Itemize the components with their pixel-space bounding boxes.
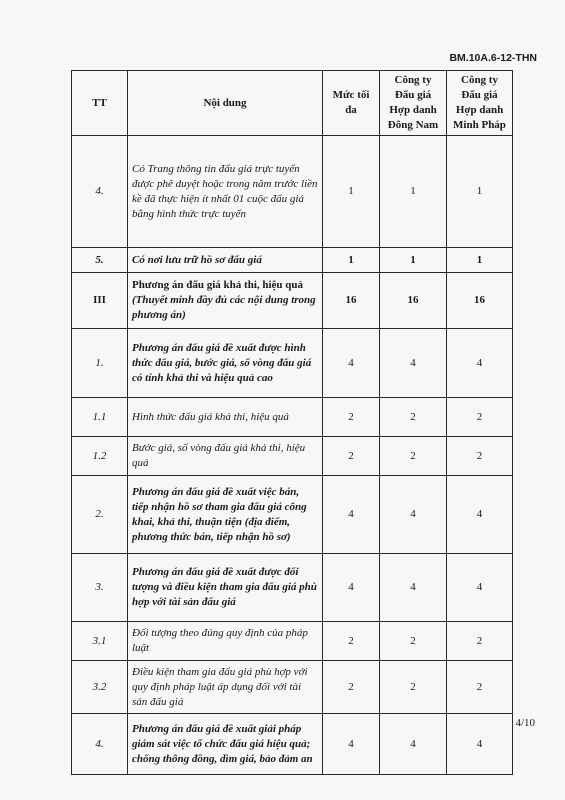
row-tt: 1.2 [72,437,128,476]
row-company-b: 16 [447,273,513,329]
row-tt: 4. [72,714,128,775]
row-max: 4 [323,476,380,554]
row-tt: 4. [72,136,128,248]
row-company-a: 1 [380,136,447,248]
row-content: Có Trang thông tin đấu giá trực tuyến được phê duyệt hoặc trong năm trước liền kề đã thực hiện ít nhất 01 cuộc đấu giá bằng hình thức trực tuyến [128,136,323,248]
row-company-b: 1 [447,136,513,248]
row-company-b: 4 [447,329,513,398]
row-company-a: 2 [380,661,447,714]
row-tt: III [72,273,128,329]
table-row [72,622,513,661]
row-max: 4 [323,329,380,398]
row-company-a: 2 [380,622,447,661]
row-company-b: 2 [447,661,513,714]
row-content: Phương án đấu giá đề xuất được hình thức đấu giá, bước giá, số vòng đấu giá có tính khả thi và hiệu quả cao [128,329,323,398]
scoring-table [71,70,513,775]
row-company-a: 4 [380,714,447,775]
header-max: Mức tối đa [323,71,380,136]
table-row [72,554,513,622]
document-code: BM.10A.6-12-THN [449,52,537,64]
row-max: 16 [323,273,380,329]
row-content-main: Phương án đấu giá khả thi, hiệu quả [132,279,304,291]
row-company-a: 2 [380,398,447,437]
table-row [72,248,513,273]
header-company-b: Công ty Đấu giá Hợp danh Minh Pháp [447,71,513,136]
row-content: Hình thức đấu giá khả thi, hiệu quả [128,398,323,437]
row-company-a: 4 [380,554,447,622]
row-company-a: 4 [380,476,447,554]
table-row [72,476,513,554]
row-max: 4 [323,714,380,775]
row-company-b: 1 [447,248,513,273]
row-company-b: 4 [447,476,513,554]
row-company-b: 4 [447,554,513,622]
table-row [72,398,513,437]
header-tt: TT [72,71,128,136]
row-content: Phương án đấu giá đề xuất việc bán, tiếp nhận hồ sơ tham gia đấu giá công khai, khả thi, thuận tiện (địa điểm, phương thức bán, tiếp nhận hồ sơ) [128,476,323,554]
row-tt: 3. [72,554,128,622]
row-max: 1 [323,136,380,248]
table-header-row [72,71,513,136]
row-max: 4 [323,554,380,622]
row-max: 1 [323,248,380,273]
header-content: Nội dung [128,71,323,136]
row-company-a: 2 [380,437,447,476]
header-company-a: Công ty Đấu giá Hợp danh Đông Nam [380,71,447,136]
row-tt: 3.2 [72,661,128,714]
row-company-a: 4 [380,329,447,398]
row-tt: 1.1 [72,398,128,437]
table-row [72,714,513,775]
row-max: 2 [323,661,380,714]
table-row [72,273,513,329]
row-max: 2 [323,622,380,661]
row-content: Điều kiện tham gia đấu giá phù hợp với quy định pháp luật áp dụng đối với tài sản đấu giá [128,661,323,714]
row-company-b: 2 [447,398,513,437]
row-content: Bước giá, số vòng đấu giá khả thi, hiệu quả [128,437,323,476]
row-content: Có nơi lưu trữ hồ sơ đấu giá [128,248,323,273]
row-content-extra: (Thuyết minh đầy đủ các nội dung trong phương án) [132,294,316,321]
row-tt: 3.1 [72,622,128,661]
row-max: 2 [323,437,380,476]
row-max: 2 [323,398,380,437]
row-tt: 2. [72,476,128,554]
row-content: Phương án đấu giá đề xuất được đối tượng và điều kiện tham gia đấu giá phù hợp với tài sản đấu giá [128,554,323,622]
table-row [72,437,513,476]
page-number: 4/10 [515,717,535,729]
row-tt: 1. [72,329,128,398]
table-row [72,136,513,248]
row-company-a: 16 [380,273,447,329]
row-company-b: 4 [447,714,513,775]
row-tt: 5. [72,248,128,273]
row-content: Đối tượng theo đúng quy định của pháp luật [128,622,323,661]
row-content: Phương án đấu giá đề xuất giải pháp giám sát việc tổ chức đấu giá hiệu quả; chống thông đồng, dìm giá, bảo đảm an [128,714,323,775]
row-company-a: 1 [380,248,447,273]
row-company-b: 2 [447,437,513,476]
row-company-b: 2 [447,622,513,661]
table-row [72,329,513,398]
table-row [72,661,513,714]
row-content [128,273,323,329]
